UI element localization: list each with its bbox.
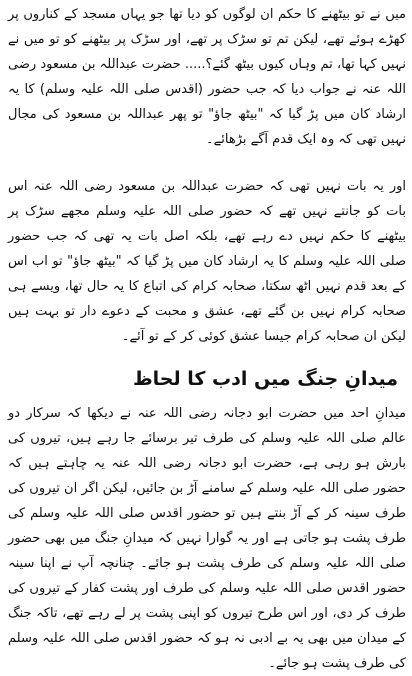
section-heading: میدانِ جنگ میں ادب کا لحاظ [132, 368, 398, 390]
paragraph-3: میدانِ احد میں حضرت ابو دجانہ رضی اللہ عنہ نے دیکھا کہ سرکار دو عالم صلی اللہ علیہ وسلم کی طرف تیر برسائے جا رہے ہیں، تیروں کی بارش ہو رہی ہے، حضرت ابو دجانہ رضی اللہ عنہ یہ چاہتے ہیں کہ حضور صلی اللہ علیہ وسلم کے سامنے آڑ بن جائیں، لیکن اگر ان تیروں کی طرف سینہ کر کے آڑ بنتے ہیں تو حضور اقدس صلی اللہ علیہ وسلم کی طرف پشت ہو جاتی ہے اور یہ گوارا نہیں کہ میدانِ جنگ میں بھی حضور صلی اللہ علیہ وسلم کی طرف پشت ہو جائے۔ چنانچہ آپ نے اپنا سینہ حضور اقدس صلی اللہ علیہ وسلم کی طرف اور پشت کفار کے تیروں کی طرف کر دی، اور اس طرح تیروں کو اپنی پشت پر لے رہے تھے، تاکہ جنگ کے میدان میں بھی یہ بے ادبی نہ ہو کہ حضور اقدس صلی اللہ علیہ وسلم کی طرف پشت ہو جائے۔ [8, 406, 406, 671]
paragraph-2: اور یہ بات نہیں تھی کہ حضرت عبداللہ بن مسعود رضی اللہ عنہ اس بات کو جانتے نہیں تھے کہ حضور صلی اللہ علیہ وسلم مجھے سڑک پر بیٹھنے کا حکم نہیں دے رہے تھے، بلکہ اصل بات یہ تھی کہ جب حضور صلی اللہ علیہ وسلم کا یہ ارشاد کان میں پڑ گیا کہ "بیٹھ جاؤ" تو اب اس کے بعد قدم نہیں اٹھ سکتا، صحابہ کرام کی اتباع کا یہ حال تھا، ویسے ہی صحابہ کرام نہیں بن گئے تھے، عشق و محبت کے دعوے دار تو بہت ہیں لیکن ان صحابہ کرام جیسا عشق کوئی کر کے تو آئے۔ [8, 179, 406, 344]
paragraph-gap [8, 152, 406, 174]
paragraph-1: میں نے تو بیٹھنے کا حکم ان لوگوں کو دیا تھا جو یہاں مسجد کے کناروں پر کھڑے ہوئے تھے، لیکن تم تو سڑک پر تھے، اور سڑک پر بیٹھنے کو تو میں نے نہیں کہا تھا، تم وہاں کیوں بیٹھ گئے؟..... حضرت عبداللہ بن مسعود رضی اللہ عنہ نے جواب دیا کہ جب حضور (اقدس صلی اللہ علیہ وسلم) کا یہ ارشاد کان میں پڑ گیا کہ "بیٹھ جاؤ" تو پھر عبداللہ بن مسعود کی مجال نہیں تھی کہ وہ ایک قدم آگے بڑھائے۔ [8, 7, 406, 147]
